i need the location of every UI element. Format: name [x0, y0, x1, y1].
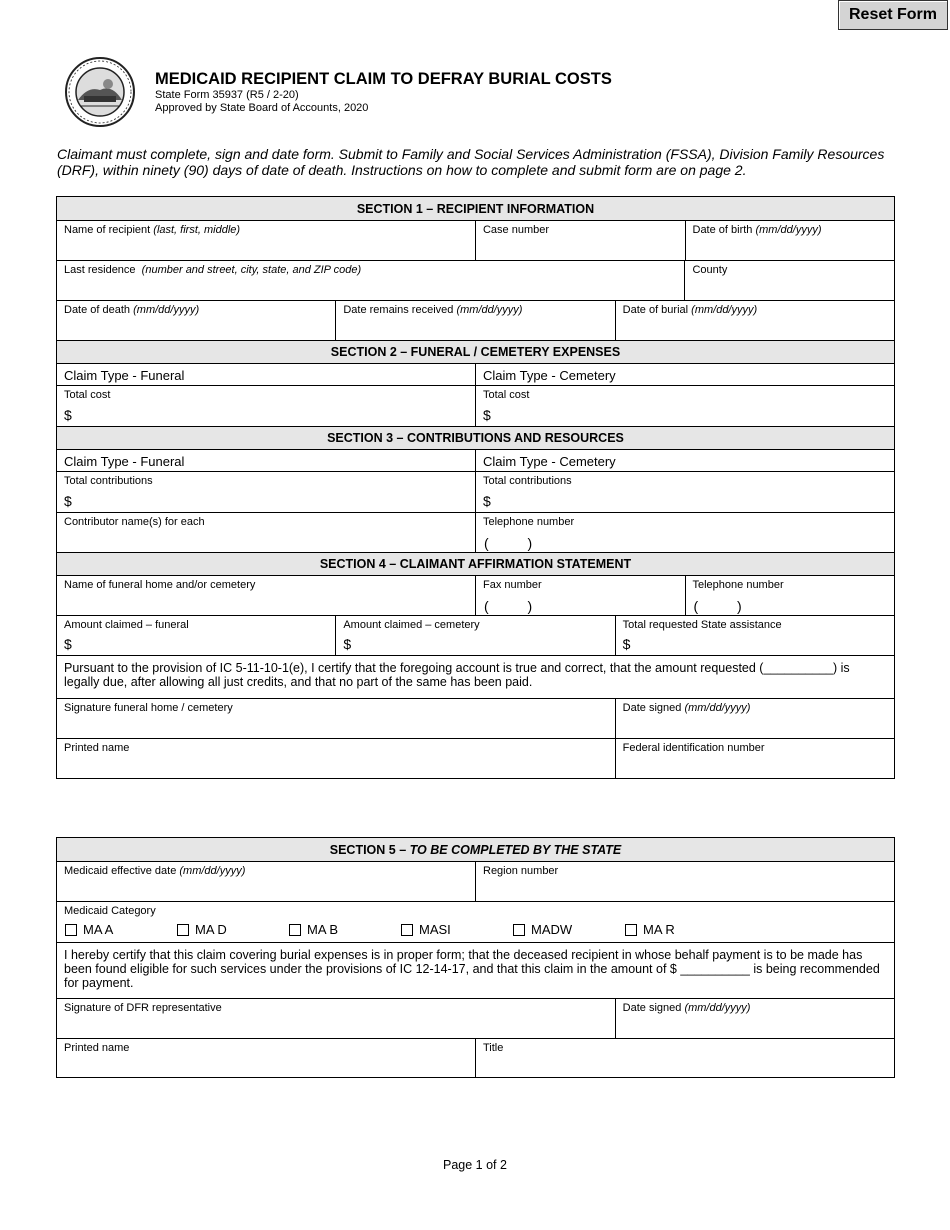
- page-number: Page 1 of 2: [443, 1158, 507, 1172]
- section1-title: SECTION 1 – RECIPIENT INFORMATION: [57, 197, 894, 220]
- cemetery-total-cost-field[interactable]: Total cost $: [475, 386, 894, 426]
- fax-number-field[interactable]: Fax number ( ): [475, 576, 685, 615]
- category-ma-a-checkbox[interactable]: MA A: [65, 922, 177, 937]
- claimant-date-signed-field[interactable]: Date signed (mm/dd/yyyy): [615, 699, 894, 738]
- date-of-birth-field[interactable]: Date of birth (mm/dd/yyyy): [685, 221, 895, 260]
- case-number-field[interactable]: Case number: [475, 221, 685, 260]
- federal-id-number-field[interactable]: Federal identification number: [615, 739, 894, 778]
- instructions: Claimant must complete, sign and date form. Submit to Family and Social Services Administration (FSSA), Division Family Resources (DRF), within ninety (90) days of date of death. Instructions on how to complete and submit form are on page 2.: [57, 146, 885, 178]
- dfr-signature-field[interactable]: Signature of DFR representative: [64, 1002, 222, 1014]
- section3-title: SECTION 3 – CONTRIBUTIONS AND RESOURCES: [57, 427, 894, 449]
- funeral-total-contributions-field[interactable]: Total contributions $: [64, 475, 153, 509]
- approval-note: Approved by State Board of Accounts, 2020: [155, 102, 369, 114]
- category-ma-d-checkbox[interactable]: MA D: [177, 922, 289, 937]
- claim-type-cemetery-label: Claim Type - Cemetery: [475, 450, 894, 471]
- dfr-title-field[interactable]: Title: [475, 1039, 894, 1077]
- dfr-printed-name-field[interactable]: Printed name: [64, 1042, 130, 1054]
- medicaid-effective-date-field[interactable]: Medicaid effective date (mm/dd/yyyy): [64, 865, 246, 877]
- claimant-certification: Pursuant to the provision of IC 5-11-10-1(e), I certify that the foregoing account is true and correct, that the amount requested (__________) is legally due, after allowing all just credits, and that no part of the same has been paid.: [64, 661, 850, 689]
- reset-form-button[interactable]: Reset Form: [838, 0, 948, 30]
- cemetery-total-contributions-field[interactable]: Total contributions $: [475, 472, 894, 512]
- total-state-assistance-field[interactable]: Total requested State assistance $: [615, 616, 894, 655]
- funeral-home-phone-field[interactable]: Telephone number ( ): [685, 576, 895, 615]
- amount-claimed-cemetery-field[interactable]: Amount claimed – cemetery $: [335, 616, 614, 655]
- form-section-5: [56, 837, 895, 1078]
- recipient-name-field[interactable]: Name of recipient (last, first, middle): [64, 224, 241, 236]
- claim-type-funeral-label: Claim Type - Funeral: [64, 368, 185, 383]
- claimant-printed-name-field[interactable]: Printed name: [64, 742, 130, 754]
- section4-title: SECTION 4 – CLAIMANT AFFIRMATION STATEMENT: [57, 553, 894, 575]
- state-seal-icon: [64, 56, 136, 128]
- medicaid-category-group: Medicaid Category MA A MA D MA B MASI MADW MA R: [57, 902, 894, 942]
- state-certification: I hereby certify that this claim covering burial expenses is in proper form; that the deceased recipient in whose behalf payment is to be made has been found eligible for such services under the provisions of IC 12-14-17, and that this claim in the amount of $ __________ is being recommended for payment.: [64, 948, 880, 990]
- section5-title: SECTION 5 – TO BE COMPLETED BY THE STATE: [57, 838, 894, 861]
- dfr-date-signed-field[interactable]: Date signed (mm/dd/yyyy): [615, 999, 894, 1038]
- claim-type-funeral-label: Claim Type - Funeral: [64, 454, 185, 469]
- date-remains-received-field[interactable]: Date remains received (mm/dd/yyyy): [335, 301, 614, 340]
- category-ma-r-checkbox[interactable]: MA R: [625, 922, 737, 937]
- contributor-names-field[interactable]: Contributor name(s) for each: [64, 516, 205, 528]
- form-title: MEDICAID RECIPIENT CLAIM TO DEFRAY BURIAL COSTS: [155, 70, 612, 88]
- county-field[interactable]: County: [684, 261, 894, 300]
- category-ma-b-checkbox[interactable]: MA B: [289, 922, 401, 937]
- last-residence-field[interactable]: Last residence (number and street, city, state, and ZIP code): [64, 264, 362, 276]
- category-madw-checkbox[interactable]: MADW: [513, 922, 625, 937]
- form-sections-1-4: [56, 196, 895, 779]
- state-form-number: State Form 35937 (R5 / 2-20): [155, 89, 299, 101]
- date-of-death-field[interactable]: Date of death (mm/dd/yyyy): [64, 304, 200, 316]
- funeral-total-cost-field[interactable]: Total cost $: [64, 389, 111, 423]
- funeral-home-name-field[interactable]: Name of funeral home and/or cemetery: [64, 579, 256, 591]
- date-of-burial-field[interactable]: Date of burial (mm/dd/yyyy): [615, 301, 894, 340]
- section2-title: SECTION 2 – FUNERAL / CEMETERY EXPENSES: [57, 341, 894, 363]
- amount-claimed-funeral-field[interactable]: Amount claimed – funeral $: [64, 619, 189, 652]
- funeral-home-signature-field[interactable]: Signature funeral home / cemetery: [64, 702, 233, 714]
- contributor-phone-field[interactable]: Telephone number ( ): [475, 513, 894, 552]
- category-masi-checkbox[interactable]: MASI: [401, 922, 513, 937]
- claim-type-cemetery-label: Claim Type - Cemetery: [475, 364, 894, 385]
- region-number-field[interactable]: Region number: [475, 862, 894, 901]
